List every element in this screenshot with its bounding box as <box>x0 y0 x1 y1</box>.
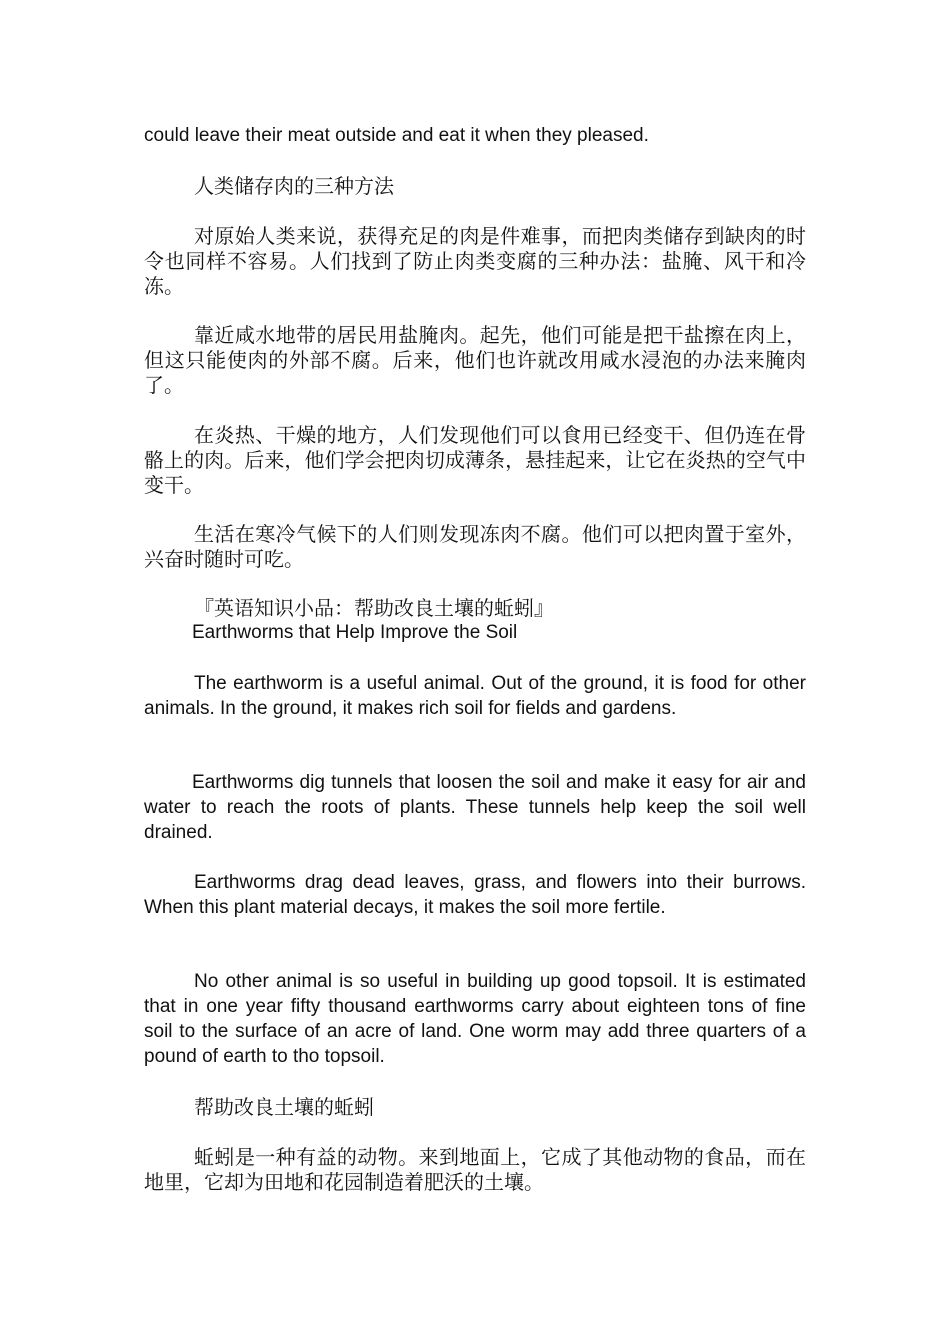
paragraph-continuation: could leave their meat outside and eat it when they pleased. <box>144 125 649 146</box>
paragraph-drying: 在炎热、干燥的地方，人们发现他们可以食用已经变干、但仍连在骨骼上的肉。后来，他们学会把肉切成薄条，悬挂起来，让它在炎热的空气中变干。 <box>144 423 806 497</box>
paragraph-earthworm-tunnels: Earthworms dig tunnels that loosen the soil and make it easy for air and water to reach the roots of plants. These tunnels help keep the soil well drained. <box>144 772 806 843</box>
section-heading-earthworm-en: Earthworms that Help Improve the Soil <box>192 622 518 643</box>
paragraph-earthworm-burrows: Earthworms drag dead leaves, grass, and flowers into their burrows. When this plant material decays, it makes the soil more fertile. <box>144 872 806 918</box>
paragraph-meat-intro: 对原始人类来说，获得充足的肉是件难事，而把肉类储存到缺肉的时令也同样不容易。人们找到了防止肉类变腐的三种办法：盐腌、风干和冷冻。 <box>144 224 806 298</box>
section-heading-meat-storage: 人类储存肉的三种方法 <box>194 174 394 198</box>
section-heading-earthworm-cn: 『英语知识小品：帮助改良土壤的蚯蚓』 <box>194 596 554 620</box>
paragraph-salting: 靠近咸水地带的居民用盐腌肉。起先，他们可能是把干盐擦在肉上，但这只能使肉的外部不腐。后来，他们也许就改用咸水浸泡的办法来腌肉了。 <box>144 323 806 397</box>
paragraph-earthworm-topsoil: No other animal is so useful in building up good topsoil. It is estimated that in one year fifty thousand earthworms carry about eighteen tons of fine soil to the surface of an acre of land. One worm may add three quarters of a pound of earth to tho topsoil. <box>144 971 806 1067</box>
paragraph-earthworm-useful: The earthworm is a useful animal. Out of the ground, it is food for other animals. In the ground, it makes rich soil for fields and gardens. <box>144 673 806 719</box>
paragraph-freezing: 生活在寒冷气候下的人们则发现冻肉不腐。他们可以把肉置于室外，兴奋时随时可吃。 <box>144 522 806 571</box>
section-heading-earthworm-translation: 帮助改良土壤的蚯蚓 <box>194 1095 374 1119</box>
paragraph-earthworm-translation: 蚯蚓是一种有益的动物。来到地面上，它成了其他动物的食品，而在地里，它却为田地和花园制造着肥沃的土壤。 <box>144 1145 806 1194</box>
